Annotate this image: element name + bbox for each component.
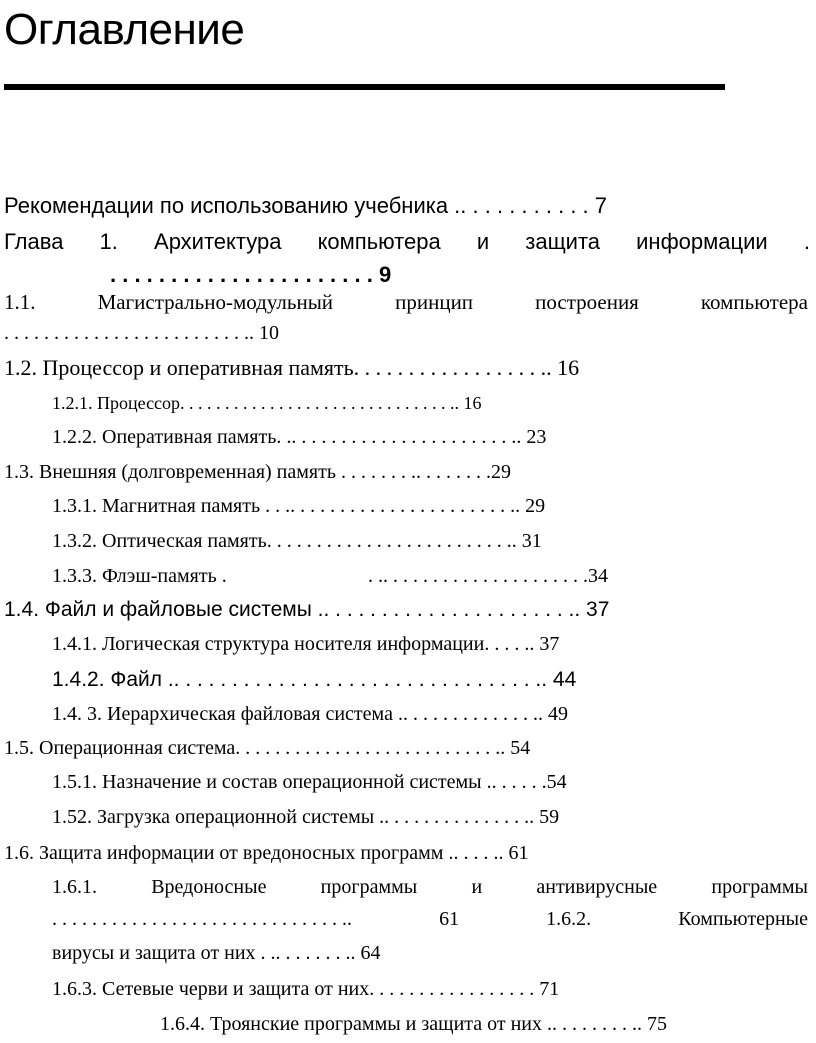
toc-word: Вредоносные (151, 876, 267, 898)
toc-entry-1-6-1-page-and-1-6-2[interactable] (52, 908, 808, 931)
toc-word: . (803, 229, 810, 254)
toc-entry-1-4-2[interactable]: 1.4.2. Файл .. . . . . . . . . . . . . . . . . . . . . . . . . . . . . . . .. 44 (52, 668, 577, 691)
toc-word: программы (711, 876, 808, 898)
toc-entry-1-3-3[interactable]: 1.3.3. Флэш-память . (52, 565, 227, 587)
toc-word: 1.1. (4, 290, 36, 314)
toc-entry-1-6-1[interactable] (52, 876, 808, 899)
toc-entry-1-5[interactable]: 1.5. Операционная система. . . . . . . . . . . . . . . . . . . . . . . . . . .. 54 (4, 737, 531, 759)
toc-word: Компьютерные (678, 908, 808, 930)
toc-word: построения (535, 290, 639, 314)
toc-word: 61 (439, 908, 460, 930)
toc-word: антивирусные (536, 876, 658, 898)
toc-entry-1-6-2-page[interactable]: вирусы и защита от них . .. . . . . . . .. 64 (52, 942, 381, 964)
toc-word: компьютера (700, 290, 808, 314)
toc-entry-1-3-1[interactable]: 1.3.1. Магнитная память . . .. . . . . . . . . . . . . . . . . . . . . . .. 29 (52, 495, 546, 517)
toc-word: 1. (99, 229, 118, 254)
toc-entry-1-5-1[interactable]: 1.5.1. Назначение и состав операционной системы .. . . . . .54 (52, 771, 567, 793)
page-title: Оглавление (4, 5, 245, 54)
toc-word: Магистрально-модульный (97, 290, 334, 314)
toc-entry-1-2-1[interactable]: 1.2.1. Процессор. . . . . . . . . . . . . . . . . . . . . . . . . . . . . . .. 16 (52, 393, 482, 413)
toc-word: и (471, 876, 483, 898)
toc-entry-1-4[interactable]: 1.4. Файл и файловые системы .. . . . . . . . . . . . . . . . . . . . . .. 37 (4, 598, 610, 621)
toc-word: 1.6.2. (546, 908, 592, 930)
toc-word: 1.6.1. (52, 876, 97, 898)
toc-word: принцип (395, 290, 474, 314)
toc-word: Архитектура (154, 229, 282, 254)
toc-entry-1-5-2[interactable]: 1.52. Загрузка операционной системы .. . . . . . . . . . . . . . .. 59 (52, 806, 560, 828)
toc-entry-1-6-4[interactable]: 1.6.4. Троянские программы и защита от них .. . . . . . . . .. 75 (160, 1013, 668, 1035)
toc-entry-1-2-2[interactable]: 1.2.2. Оперативная память. .. . . . . . . . . . . . . . . . . . . . . . .. 23 (52, 426, 547, 448)
toc-word: информации (636, 229, 768, 254)
toc-entry-1-1[interactable] (4, 290, 808, 315)
toc-entry-1-2[interactable]: 1.2. Процессор и оперативная память. . . . . . . . . . . . . . . . . .. 16 (4, 355, 580, 380)
toc-entry-1-3-2[interactable]: 1.3.2. Оптическая память. . . . . . . . . . . . . . . . . . . . . . . . .. 31 (52, 530, 542, 552)
toc-entry-chapter-1[interactable] (4, 229, 810, 255)
toc-word: Глава (4, 229, 64, 254)
toc-entry-1-6-3[interactable]: 1.6.3. Сетевые черви и защита от них. . . . . . . . . . . . . . . . . 71 (52, 978, 560, 1000)
toc-entry-1-6[interactable]: 1.6. Защита информации от вредоносных программ .. . . . .. 61 (4, 842, 529, 864)
toc-entry-1-3[interactable]: 1.3. Внешняя (долговременная) память . . . . . . . .. . . . . . . .29 (4, 461, 511, 483)
toc-word: защита (525, 229, 601, 254)
toc-word: программы (320, 876, 418, 898)
toc-entry-1-3-3-page[interactable]: . .. . . . . . . . . . . . . . . . . . . . .34 (368, 565, 608, 587)
toc-word: . . . . . . . . . . . . . . . . . . . . . . . . . . . . . .. (52, 908, 352, 930)
toc-entry-1-1-page[interactable]: . . . . . . . . . . . . . . . . . . . . . . . . .. 10 (4, 322, 279, 344)
toc-entry-chapter-1-page[interactable]: . . . . . . . . . . . . . . . . . . . . . . 9 (110, 262, 392, 287)
toc-word: и (476, 229, 490, 254)
toc-entry-1-4-3[interactable]: 1.4. 3. Иерархическая файловая система .. . . . . . . . . . . . . .. 49 (52, 703, 568, 725)
toc-word: компьютера (317, 229, 441, 254)
toc-entry-1-4-1[interactable]: 1.4.1. Логическая структура носителя информации. . . . .. 37 (52, 633, 560, 655)
toc-entry-recommendations[interactable]: Рекомендации по использованию учебника .. . . . . . . . . . . 7 (4, 193, 608, 218)
